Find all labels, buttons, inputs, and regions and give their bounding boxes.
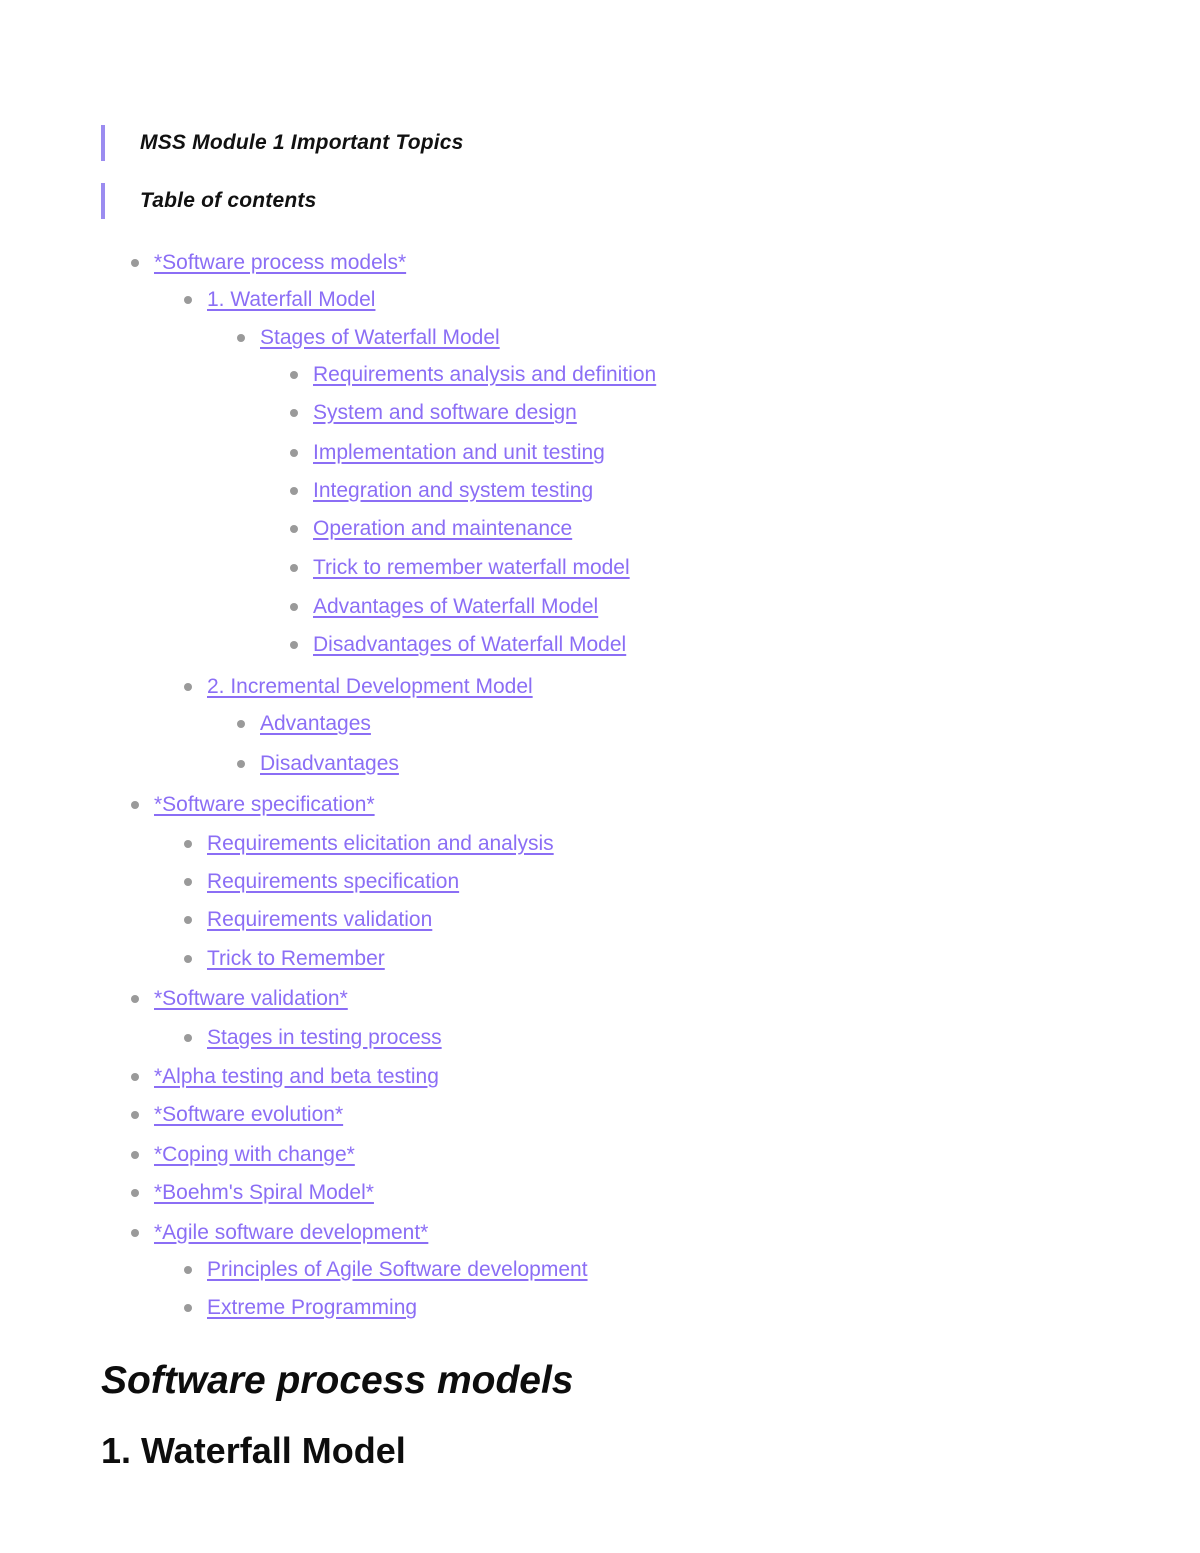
toc-link-software-validation[interactable]: *Software validation* bbox=[154, 987, 348, 1010]
toc-link-integration-system-testing[interactable]: Integration and system testing bbox=[313, 479, 594, 502]
toc-link-operation-maintenance[interactable]: Operation and maintenance bbox=[313, 517, 573, 540]
toc-link-software-evolution[interactable]: *Software evolution* bbox=[154, 1103, 344, 1126]
bullet-icon bbox=[290, 487, 298, 495]
bullet-icon bbox=[184, 1266, 192, 1274]
toc-link-system-software-design[interactable]: System and software design bbox=[313, 401, 577, 424]
bullet-icon bbox=[131, 1151, 139, 1159]
toc-link-advantages-incremental[interactable]: Advantages bbox=[260, 712, 371, 735]
bullet-icon bbox=[131, 1189, 139, 1197]
toc-link-extreme-programming[interactable]: Extreme Programming bbox=[207, 1296, 418, 1319]
toc-link-requirements-validation[interactable]: Requirements validation bbox=[207, 908, 433, 931]
toc-link-stages-testing-process[interactable]: Stages in testing process bbox=[207, 1026, 442, 1049]
toc-link-coping-with-change[interactable]: *Coping with change* bbox=[154, 1143, 355, 1166]
bullet-icon bbox=[290, 525, 298, 533]
bullet-icon bbox=[290, 409, 298, 417]
toc-link-requirements-analysis[interactable]: Requirements analysis and definition bbox=[313, 363, 657, 386]
bullet-icon bbox=[131, 995, 139, 1003]
toc-link-trick-waterfall[interactable]: Trick to remember waterfall model bbox=[313, 556, 630, 579]
bullet-icon bbox=[184, 1304, 192, 1312]
bullet-icon bbox=[237, 720, 245, 728]
toc-link-requirements-elicitation[interactable]: Requirements elicitation and analysis bbox=[207, 832, 554, 855]
toc-link-software-process-models[interactable]: *Software process models* bbox=[154, 251, 407, 274]
toc-link-advantages-waterfall[interactable]: Advantages of Waterfall Model bbox=[313, 595, 599, 618]
bullet-icon bbox=[184, 1034, 192, 1042]
bullet-icon bbox=[131, 1229, 139, 1237]
toc-link-disadvantages-incremental[interactable]: Disadvantages bbox=[260, 752, 399, 775]
toc-link-agile-software-development[interactable]: *Agile software development* bbox=[154, 1221, 429, 1244]
section-heading-waterfall-model: 1. Waterfall Model bbox=[101, 1430, 406, 1471]
toc-link-disadvantages-waterfall[interactable]: Disadvantages of Waterfall Model bbox=[313, 633, 627, 656]
bullet-icon bbox=[131, 259, 139, 267]
toc-link-stages-of-waterfall-model[interactable]: Stages of Waterfall Model bbox=[260, 326, 500, 349]
bullet-icon bbox=[290, 641, 298, 649]
module-title-callout bbox=[101, 125, 840, 161]
module-title: MSS Module 1 Important Topics bbox=[140, 131, 464, 154]
toc-title-callout bbox=[101, 183, 840, 219]
toc-link-requirements-specification[interactable]: Requirements specification bbox=[207, 870, 460, 893]
bullet-icon bbox=[184, 840, 192, 848]
bullet-icon bbox=[131, 801, 139, 809]
toc-title: Table of contents bbox=[140, 189, 317, 212]
bullet-icon bbox=[290, 449, 298, 457]
section-heading-software-process-models: Software process models bbox=[101, 1359, 574, 1402]
bullet-icon bbox=[184, 955, 192, 963]
bullet-icon bbox=[131, 1073, 139, 1081]
toc-link-trick-to-remember[interactable]: Trick to Remember bbox=[207, 947, 385, 970]
bullet-icon bbox=[184, 916, 192, 924]
toc-link-software-specification[interactable]: *Software specification* bbox=[154, 793, 375, 816]
bullet-icon bbox=[184, 683, 192, 691]
bullet-icon bbox=[290, 371, 298, 379]
bullet-icon bbox=[237, 760, 245, 768]
toc-link-boehms-spiral-model[interactable]: *Boehm's Spiral Model* bbox=[154, 1181, 374, 1204]
toc-link-incremental-development-model[interactable]: 2. Incremental Development Model bbox=[207, 675, 533, 698]
bullet-icon bbox=[184, 878, 192, 886]
toc-link-waterfall-model[interactable]: 1. Waterfall Model bbox=[207, 288, 376, 311]
bullet-icon bbox=[131, 1111, 139, 1119]
bullet-icon bbox=[184, 296, 192, 304]
toc-link-principles-agile[interactable]: Principles of Agile Software development bbox=[207, 1258, 588, 1281]
bullet-icon bbox=[290, 603, 298, 611]
toc-link-implementation-unit-testing[interactable]: Implementation and unit testing bbox=[313, 441, 605, 464]
bullet-icon bbox=[237, 334, 245, 342]
toc-link-alpha-beta-testing[interactable]: *Alpha testing and beta testing bbox=[154, 1065, 439, 1088]
bullet-icon bbox=[290, 564, 298, 572]
